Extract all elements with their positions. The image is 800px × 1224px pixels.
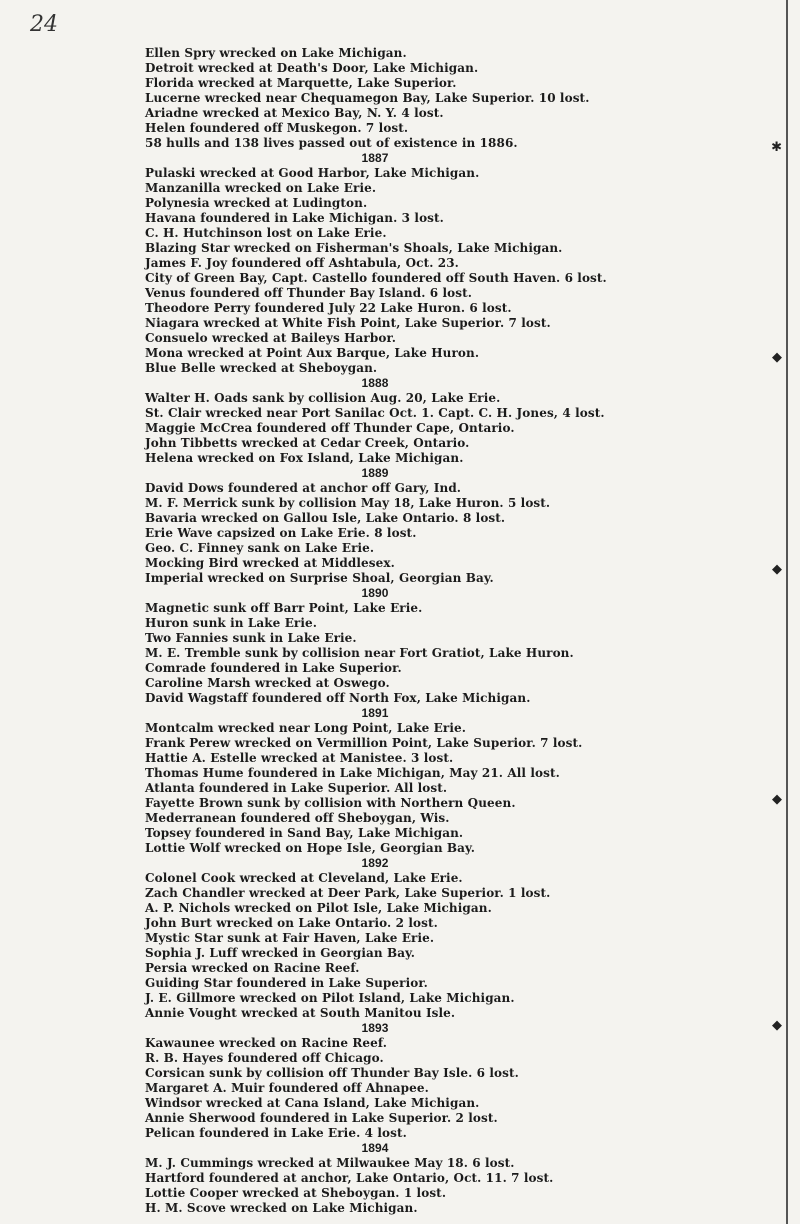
wreck-entry: Niagara wrecked at White Fish Point, Lake Superior. 7 lost. <box>145 316 551 330</box>
wreck-entry: Detroit wrecked at Death's Door, Lake Michigan. <box>145 61 479 75</box>
wreck-entry: Comrade foundered in Lake Superior. <box>145 661 402 675</box>
wreck-entry: Consuelo wrecked at Baileys Harbor. <box>145 331 397 345</box>
wreck-entry: Hartford foundered at anchor, Lake Ontario, Oct. 11. 7 lost. <box>145 1171 554 1185</box>
year-heading: 1891 <box>361 706 389 720</box>
wreck-entry: Mona wrecked at Point Aux Barque, Lake Huron. <box>145 346 480 360</box>
wreck-entry: Ellen Spry wrecked on Lake Michigan. <box>145 46 407 60</box>
wreck-entry: H. M. Scove wrecked on Lake Michigan. <box>145 1201 418 1215</box>
margin-mark: ◆ <box>772 350 782 365</box>
wreck-entry: Florida wrecked at Marquette, Lake Superior. <box>145 76 457 90</box>
wreck-entry: St. Clair wrecked near Port Sanilac Oct. 1. Capt. C. H. Jones, 4 lost. <box>145 406 605 420</box>
wreck-entry: John Burt wrecked on Lake Ontario. 2 lost. <box>145 916 438 930</box>
year-heading: 1892 <box>361 856 389 870</box>
page-number: 24 <box>30 12 58 37</box>
wreck-entry: Pulaski wrecked at Good Harbor, Lake Michigan. <box>145 166 480 180</box>
wreck-entry: David Wagstaff foundered off North Fox, Lake Michigan. <box>145 691 531 705</box>
wreck-entry: M. E. Tremble sunk by collision near Fort Gratiot, Lake Huron. <box>145 646 574 660</box>
wreck-entry: David Dows foundered at anchor off Gary, Ind. <box>145 481 462 495</box>
wreck-entry: Helena wrecked on Fox Island, Lake Michigan. <box>145 451 464 465</box>
wreck-entry: R. B. Hayes foundered off Chicago. <box>145 1051 384 1065</box>
wreck-entry: Ariadne wrecked at Mexico Bay, N. Y. 4 lost. <box>145 106 444 120</box>
wreck-entry: Annie Vought wrecked at South Manitou Isle. <box>145 1006 456 1020</box>
year-heading: 1889 <box>361 466 389 480</box>
wreck-entry: J. E. Gillmore wrecked on Pilot Island, Lake Michigan. <box>145 991 515 1005</box>
wreck-entry: Havana foundered in Lake Michigan. 3 lost. <box>145 211 444 225</box>
margin-mark: ◆ <box>772 562 782 577</box>
wreck-entry: Margaret A. Muir foundered off Ahnapee. <box>145 1081 429 1095</box>
wreck-entry: Windsor wrecked at Cana Island, Lake Michigan. <box>145 1096 480 1110</box>
wreck-entry: Mocking Bird wrecked at Middlesex. <box>145 556 395 570</box>
wreck-entry: Two Fannies sunk in Lake Erie. <box>145 631 357 645</box>
wreck-entry: Bavaria wrecked on Gallou Isle, Lake Ontario. 8 lost. <box>145 511 506 525</box>
wreck-entry: Mystic Star sunk at Fair Haven, Lake Erie. <box>145 931 435 945</box>
wreck-entry: Topsey foundered in Sand Bay, Lake Michigan. <box>145 826 464 840</box>
wreck-entry: C. H. Hutchinson lost on Lake Erie. <box>145 226 387 240</box>
wreck-entry: Magnetic sunk off Barr Point, Lake Erie. <box>145 601 423 615</box>
wreck-entry: Guiding Star foundered in Lake Superior. <box>145 976 428 990</box>
wreck-entry: Sophia J. Luff wrecked in Georgian Bay. <box>145 946 416 960</box>
wreck-entry: Manzanilla wrecked on Lake Erie. <box>145 181 377 195</box>
wreck-entry: City of Green Bay, Capt. Castello foundered off South Haven. 6 lost. <box>145 271 607 285</box>
wreck-entry: Colonel Cook wrecked at Cleveland, Lake Erie. <box>145 871 463 885</box>
wreck-entry: Venus foundered off Thunder Bay Island. 6 lost. <box>145 286 473 300</box>
wreck-entry: Corsican sunk by collision off Thunder Bay Isle. 6 lost. <box>145 1066 519 1080</box>
wreck-entry: A. P. Nichols wrecked on Pilot Isle, Lake Michigan. <box>145 901 492 915</box>
year-heading: 1894 <box>361 1141 389 1155</box>
wreck-entry: Theodore Perry foundered July 22 Lake Huron. 6 lost. <box>145 301 512 315</box>
wreck-entry: Hattie A. Estelle wrecked at Manistee. 3 lost. <box>145 751 454 765</box>
margin-mark: ◆ <box>772 792 782 807</box>
wreck-entry: Huron sunk in Lake Erie. <box>145 616 318 630</box>
wreck-entry: Imperial wrecked on Surprise Shoal, Georgian Bay. <box>145 571 494 585</box>
wreck-entry: Blue Belle wrecked at Sheboygan. <box>145 361 378 375</box>
wreck-entry: Kawaunee wrecked on Racine Reef. <box>145 1036 388 1050</box>
wreck-entry: Mederranean foundered off Sheboygan, Wis. <box>145 811 450 825</box>
wreck-entry: Lottie Wolf wrecked on Hope Isle, Georgian Bay. <box>145 841 476 855</box>
margin-mark: ◆ <box>772 1018 782 1033</box>
wreck-entry: 58 hulls and 138 lives passed out of existence in 1886. <box>145 136 518 150</box>
wreck-entry: Annie Sherwood foundered in Lake Superior. 2 lost. <box>145 1111 498 1125</box>
wreck-entry: M. J. Cummings wrecked at Milwaukee May 18. 6 lost. <box>145 1156 515 1170</box>
wreck-entry: Lucerne wrecked near Chequamegon Bay, Lake Superior. 10 lost. <box>145 91 590 105</box>
wreck-entry: Geo. C. Finney sank on Lake Erie. <box>145 541 375 555</box>
year-heading: 1893 <box>361 1021 389 1035</box>
wreck-entry: Atlanta foundered in Lake Superior. All lost. <box>145 781 448 795</box>
wreck-entry: James F. Joy foundered off Ashtabula, Oct. 23. <box>145 256 459 270</box>
year-heading: 1888 <box>361 376 389 390</box>
wreck-entry: Walter H. Oads sank by collision Aug. 20, Lake Erie. <box>145 391 501 405</box>
wreck-entry: Frank Perew wrecked on Vermillion Point, Lake Superior. 7 lost. <box>145 736 583 750</box>
page-edge-rule <box>786 0 788 1224</box>
wreck-entry: Maggie McCrea foundered off Thunder Cape, Ontario. <box>145 421 515 435</box>
wreck-entry: Montcalm wrecked near Long Point, Lake Erie. <box>145 721 467 735</box>
wreck-entry: M. F. Merrick sunk by collision May 18, Lake Huron. 5 lost. <box>145 496 551 510</box>
wreck-entry: Polynesia wrecked at Ludington. <box>145 196 368 210</box>
wreck-entry: Blazing Star wrecked on Fisherman's Shoals, Lake Michigan. <box>145 241 563 255</box>
wreck-entry: Erie Wave capsized on Lake Erie. 8 lost. <box>145 526 417 540</box>
margin-mark: ✱ <box>771 140 782 155</box>
shipwreck-list <box>145 46 665 1216</box>
wreck-entry: Thomas Hume foundered in Lake Michigan, May 21. All lost. <box>145 766 560 780</box>
wreck-entry: Persia wrecked on Racine Reef. <box>145 961 360 975</box>
year-heading: 1890 <box>361 586 389 600</box>
wreck-entry: Fayette Brown sunk by collision with Northern Queen. <box>145 796 516 810</box>
wreck-entry: John Tibbetts wrecked at Cedar Creek, Ontario. <box>145 436 470 450</box>
wreck-entry: Pelican foundered in Lake Erie. 4 lost. <box>145 1126 407 1140</box>
wreck-entry: Helen foundered off Muskegon. 7 lost. <box>145 121 409 135</box>
wreck-entry: Lottie Cooper wrecked at Sheboygan. 1 lost. <box>145 1186 447 1200</box>
wreck-entry: Zach Chandler wrecked at Deer Park, Lake Superior. 1 lost. <box>145 886 551 900</box>
year-heading: 1887 <box>361 151 389 165</box>
wreck-entry: Caroline Marsh wrecked at Oswego. <box>145 676 390 690</box>
